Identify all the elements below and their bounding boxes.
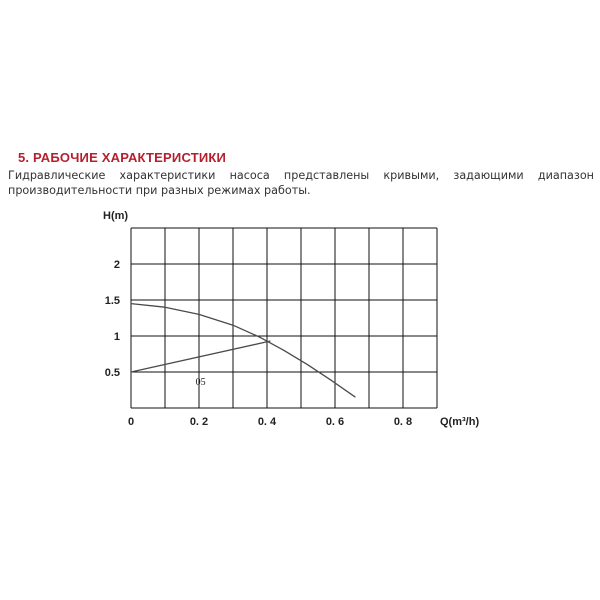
- x-tick-label: 0. 6: [325, 416, 345, 428]
- y-tick-label: 2: [113, 259, 120, 271]
- x-tick-label: 0. 8: [393, 416, 413, 428]
- y-axis-label: H(m): [103, 210, 129, 222]
- x-tick-label: 0: [127, 416, 135, 428]
- x-tick-label: 0. 4: [257, 416, 277, 428]
- y-tick-label: 0.5: [104, 367, 120, 379]
- y-tick-label: 1: [113, 331, 120, 343]
- section-description: Гидравлические характеристики насоса представлены кривыми, задающими диапазон производительности при разных режимах работы.: [8, 169, 594, 197]
- section-title: 5. РАБОЧИЕ ХАРАКТЕРИСТИКИ: [18, 150, 227, 165]
- x-tick-label: 0. 2: [189, 416, 209, 428]
- curve-annotation: 05: [195, 376, 206, 388]
- system-curve: [131, 341, 270, 372]
- x-axis-label: Q(m³/h): [440, 416, 480, 428]
- y-tick-label: 1.5: [104, 295, 120, 307]
